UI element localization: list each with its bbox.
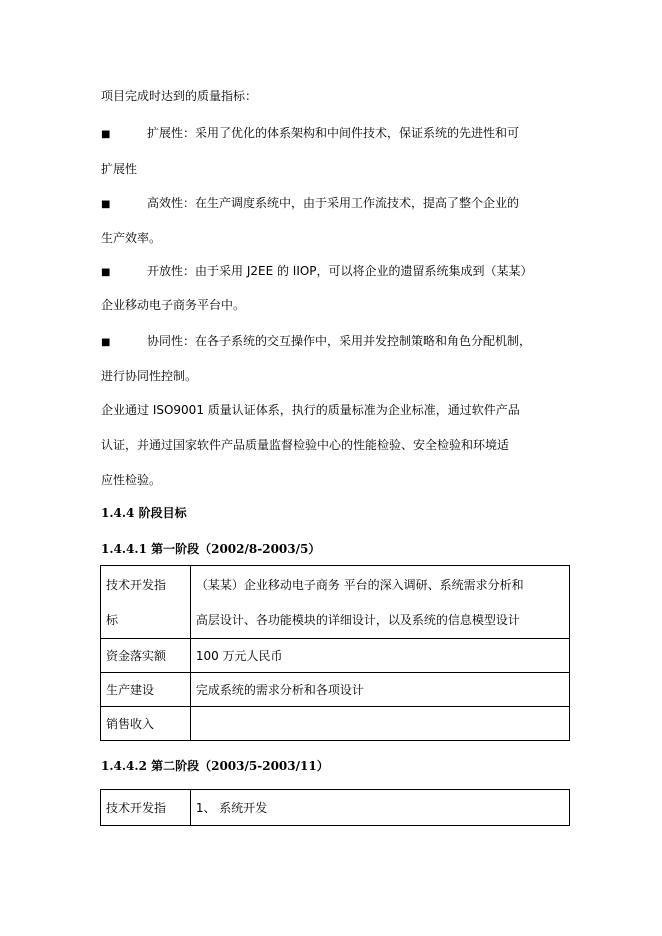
table-row [101,566,570,639]
table-label-cell: 生产建设 [101,673,191,707]
table-label-cell: 技术开发指 标 [101,566,191,639]
table-row [101,707,570,741]
table-label-cell: 资金落实额 [101,639,191,673]
table-row [101,673,570,707]
bullet-text: 协同性：在各子系统的交互操作中，采用并发控制策略和角色分配机制， [147,334,532,348]
square-bullet-icon: ■ [101,267,111,278]
square-bullet-icon: ■ [101,337,111,348]
stage1-table [100,565,570,741]
bullet-item-extensibility [101,126,571,142]
table-value-cell [190,707,569,741]
bullet-continuation: 企业移动电子商务平台中。 [101,298,246,312]
table-row [101,790,570,826]
table-label-cell: 技术开发指 [101,790,191,826]
section-heading: 1.4.4 阶段目标 [101,506,187,520]
square-bullet-icon: ■ [101,199,111,210]
bullet-text: 高效性：在生产调度系统中，由于采用工作流技术，提高了整个企业的 [147,196,520,210]
intro-text: 项目完成时达到的质量指标： [101,89,258,103]
table-value-cell: （某某）企业移动电子商务 平台的深入调研、系统需求分析和 高层设计、各功能模块的详细设计，以及系统的信息模型设计 [190,566,569,639]
stage2-table [100,789,570,826]
bullet-item-efficiency [101,196,571,212]
paragraph-line: 认证，并通过国家软件产品质量监督检验中心的性能检验、安全检验和环境适 [101,438,510,452]
table-row [101,639,570,673]
bullet-text: 开放性：由于采用 J2EE 的 IIOP，可以将企业的遗留系统集成到（某某） [147,264,533,278]
stage1-heading: 1.4.4.1 第一阶段（2002/8-2003/5） [101,542,321,556]
stage2-heading: 1.4.4.2 第二阶段（2003/5-2003/11） [101,759,329,773]
table-value-cell: 完成系统的需求分析和各项设计 [190,673,569,707]
bullet-continuation: 进行协同性控制。 [101,369,198,383]
paragraph-line: 应性检验。 [101,473,162,487]
bullet-item-collaboration [101,334,571,350]
bullet-continuation: 扩展性 [101,162,138,176]
bullet-item-openness [101,264,571,280]
table-value-cell: 1、 系统开发 [190,790,569,826]
paragraph-line: 企业通过 ISO9001 质量认证体系，执行的质量标准为企业标准，通过软件产品 [101,403,520,417]
table-label-cell: 销售收入 [101,707,191,741]
bullet-text: 扩展性：采用了优化的体系架构和中间件技术，保证系统的先进性和可 [147,126,520,140]
table-value-cell: 100 万元人民币 [190,639,569,673]
square-bullet-icon: ■ [101,129,111,140]
bullet-continuation: 生产效率。 [101,231,162,245]
